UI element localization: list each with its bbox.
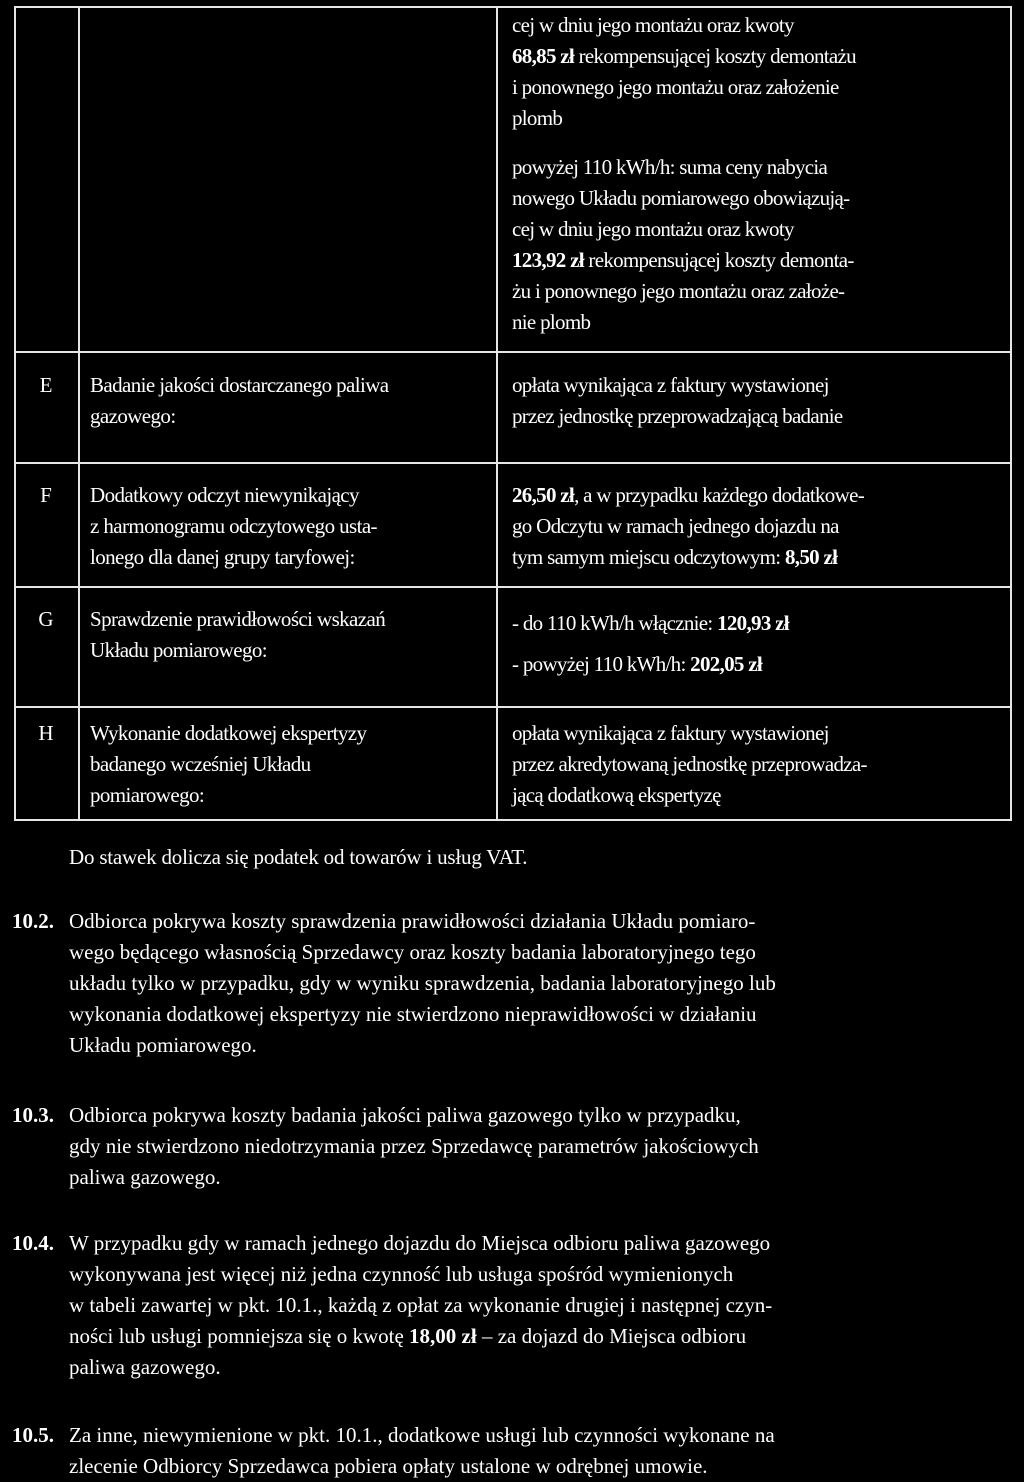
row-letter-f: F [40, 483, 52, 507]
fee-cell-h: opłata wynikająca z faktury wystawionej przez akredytowaną jednostkę przeprowadza- jącą dodatkową ekspertyzę [512, 721, 867, 807]
table-border-left [14, 6, 16, 821]
continuation-line: 68,85 zł rekompensującej koszty demontażu [512, 44, 856, 68]
row-divider-f [14, 462, 1012, 464]
section-text: Odbiorca pokrywa koszty badania jakości paliwa gazowego tylko w przypadku, gdy nie stwierdzono niedotrzymania przez Sprzedawcę parametrów jakościowych paliwa gazowego. [69, 1103, 759, 1189]
continuation-line: plomb [512, 106, 563, 130]
table-divider-letter [78, 6, 80, 821]
continuation-line: cej w dniu jego montażu oraz kwoty [512, 217, 794, 241]
section-number: 10.5. [12, 1423, 54, 1447]
fee-amount: 68,85 zł [512, 44, 575, 68]
row-letter-h: H [38, 721, 54, 745]
fee-table [14, 6, 1012, 821]
continuation-line: i ponownego jego montażu oraz założenie [512, 75, 839, 99]
fee-amount: 123,92 zł [512, 248, 584, 272]
section-text: Za inne, niewymienione w pkt. 10.1., dodatkowe usługi lub czynności wykonane na zlecenie Odbiorcy Sprzedawca pobiera opłaty ustalone w odrębnej umowie. [69, 1423, 775, 1478]
continuation-line: nie plomb [512, 310, 591, 334]
table-border-right [1010, 6, 1012, 821]
service-cell-f: Dodatkowy odczyt niewynikający z harmonogramu odczytowego usta- lonego dla danej grupy taryfowej: [90, 483, 377, 569]
table-border-bottom [14, 819, 1012, 821]
continuation-line: 123,92 zł rekompensującej koszty demonta- [512, 248, 854, 272]
table-divider-service [496, 6, 498, 821]
service-cell-e: Badanie jakości dostarczanego paliwa gazowego: [90, 373, 389, 428]
continuation-line: cej w dniu jego montażu oraz kwoty [512, 13, 794, 37]
fee-amount: 120,93 zł [717, 611, 789, 635]
row-letter-e: E [39, 373, 53, 397]
table-border-top [14, 6, 1012, 8]
fee-amount: 202,05 zł [690, 652, 763, 676]
section-number: 10.2. [12, 909, 54, 933]
section-number: 10.3. [12, 1103, 54, 1127]
continuation-fee-cell [512, 10, 1002, 338]
continuation-line: nowego Układu pomiarowego obowiązują- [512, 186, 850, 210]
row-divider-h [14, 706, 1012, 708]
section-text: W przypadku gdy w ramach jednego dojazdu do Miejsca odbioru paliwa gazowego wykonywana jest więcej niż jedna czynność lub usługa spośród wymienionych w tabeli zawartej w pkt. 10.1., każdą z opłat za wykonanie drugiej i następnej czyn- ności lub usługi pomniejsza się o kwotę 18,00 zł – za dojazd do Miejsca odbioru paliwa gazowego. [69, 1231, 773, 1379]
vat-note: Do stawek dolicza się podatek od towarów i usług VAT. [69, 845, 528, 869]
fee-cell-e: opłata wynikająca z faktury wystawionej przez jednostkę przeprowadzającą badanie [512, 373, 843, 428]
fee-amount: 26,50 zł [512, 483, 575, 507]
service-cell-h: Wykonanie dodatkowej ekspertyzy badanego wcześniej Układu pomiarowego: [90, 721, 367, 807]
section-text: Odbiorca pokrywa koszty sprawdzenia prawidłowości działania Układu pomiaro- wego będącego własnością Sprzedawcy oraz koszty badania laboratoryjnego tego układu tylko w przypadku, gdy w wyniku sprawdzenia, badania laboratoryjnego lub wykonania dodatkowej ekspertyzy nie stwierdzono nieprawidłowości w działaniu Układu pomiarowego. [69, 909, 776, 1057]
row-letter-g: G [38, 607, 54, 631]
continuation-line: powyżej 110 kWh/h: suma ceny nabycia [512, 155, 828, 179]
fee-amount: 18,00 zł [409, 1324, 477, 1348]
fee-cell-g: - do 110 kWh/h włącznie: 120,93 zł - powyżej 110 kWh/h: 202,05 zł [512, 611, 789, 676]
fee-amount: 8,50 zł [784, 545, 838, 569]
fee-cell-f: 26,50 zł, a w przypadku każdego dodatkowe- go Odczytu w ramach jednego dojazdu na tym samym miejscu odczytowym: 8,50 zł [512, 483, 864, 569]
service-cell-g: Sprawdzenie prawidłowości wskazań Układu pomiarowego: [90, 607, 386, 662]
row-divider-e [14, 351, 1012, 353]
row-divider-g [14, 586, 1012, 588]
section-number: 10.4. [12, 1231, 54, 1255]
continuation-line: żu i ponownego jego montażu oraz założe- [512, 279, 845, 303]
